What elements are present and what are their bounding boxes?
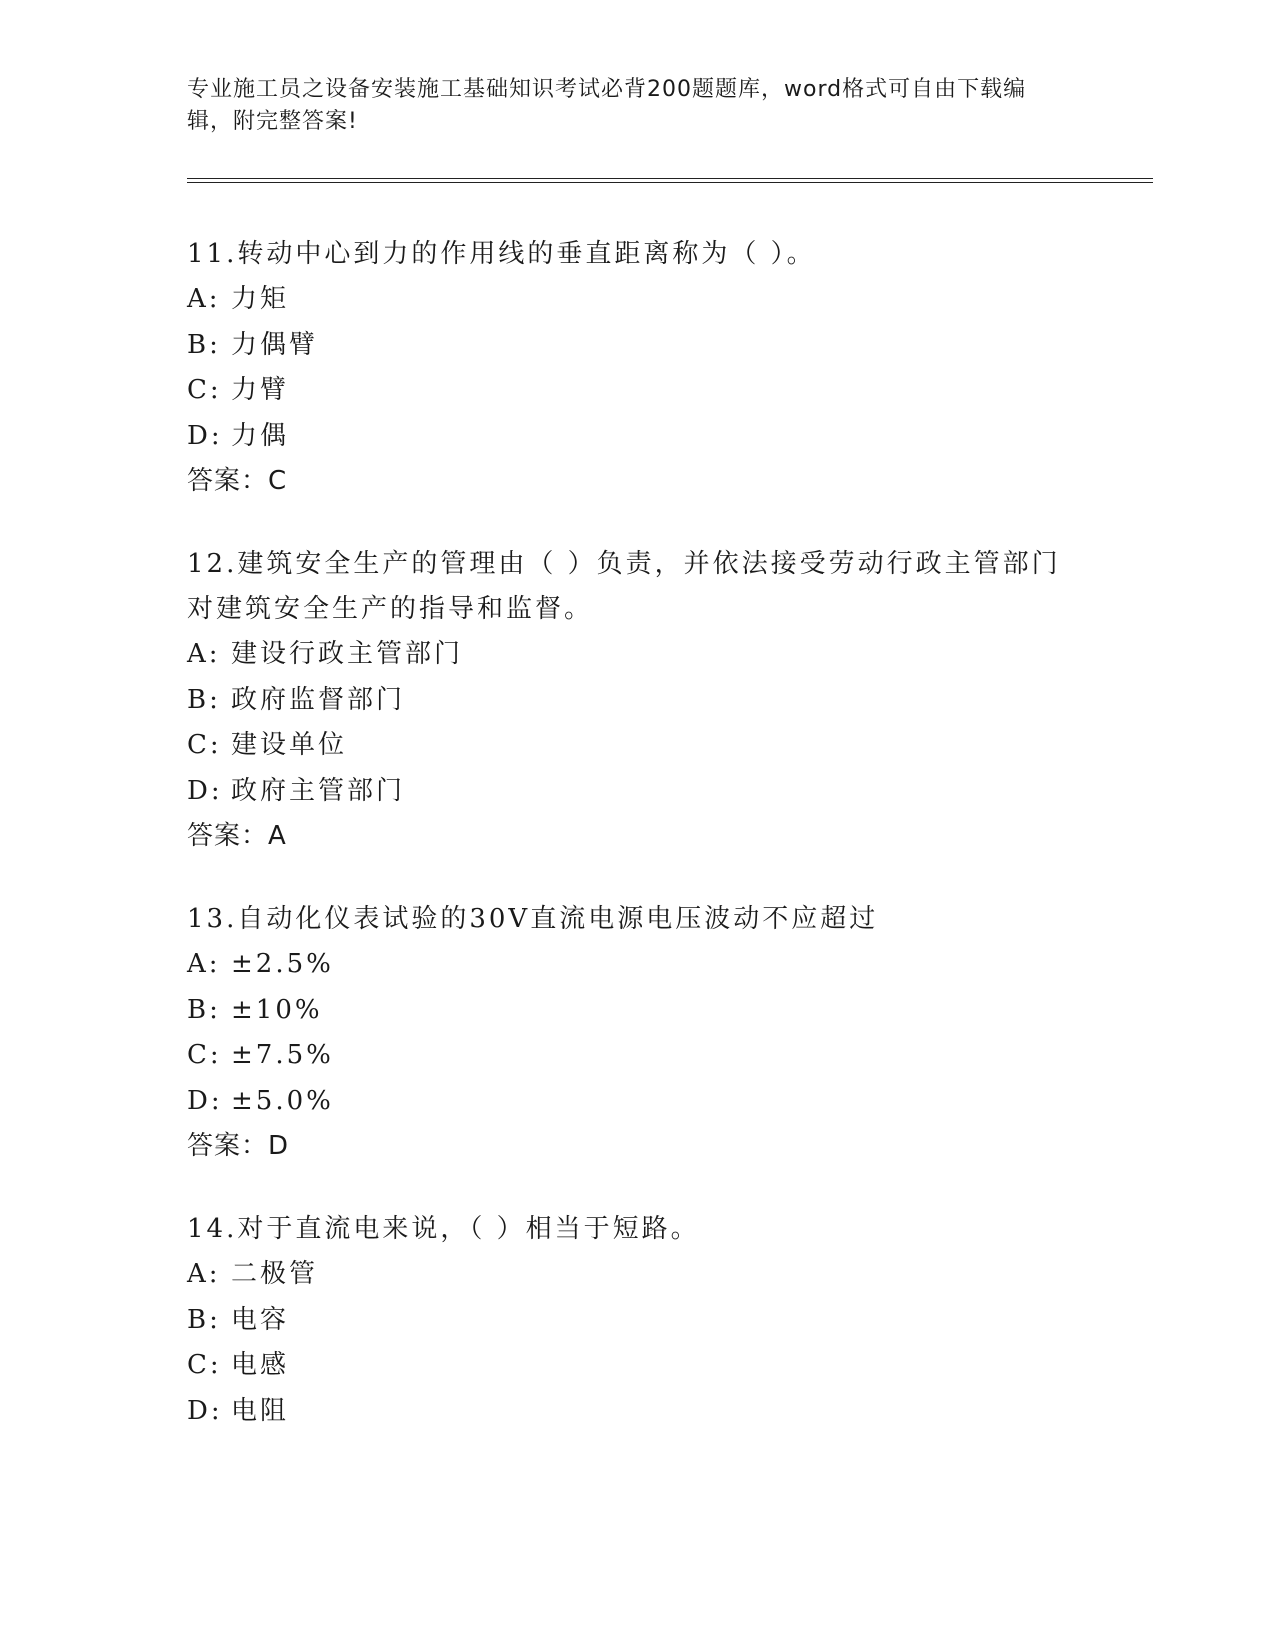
option-a bbox=[187, 632, 1067, 678]
option-text: 电阻 bbox=[231, 1395, 290, 1426]
question-stem: 11.转动中心到力的作用线的垂直距离称为（ ）。 bbox=[187, 239, 816, 269]
option-text: 建设单位 bbox=[231, 730, 348, 760]
answer-line: 答案：D bbox=[187, 1131, 290, 1161]
option-a bbox=[187, 942, 1067, 988]
option-letter: B: bbox=[187, 684, 221, 715]
option-text: ±5.0% bbox=[231, 1085, 334, 1116]
option-text: ±7.5% bbox=[231, 1040, 334, 1070]
option-letter: A: bbox=[187, 1259, 221, 1289]
option-letter: B: bbox=[187, 1304, 221, 1335]
header-rule-top bbox=[187, 178, 1153, 179]
option-d bbox=[187, 1079, 1067, 1125]
option-text: 电容 bbox=[231, 1304, 290, 1335]
option-text: 政府主管部门 bbox=[231, 775, 406, 806]
option-text: ±2.5% bbox=[231, 949, 334, 979]
document-title: 专业施工员之设备安装施工基础知识考试必背200题题库，word格式可自由下载编辑，附完整答案! bbox=[187, 77, 1027, 134]
option-letter: D: bbox=[187, 775, 223, 806]
question-list bbox=[187, 232, 1067, 1472]
question-stem: 12.建筑安全生产的管理由（ ）负责，并依法接受劳动行政主管部门对建筑安全生产的指导和监督。 bbox=[187, 549, 1061, 624]
option-letter: A: bbox=[187, 639, 221, 669]
option-text: 力偶 bbox=[231, 420, 290, 451]
answer-line: 答案：C bbox=[187, 466, 288, 496]
question-11 bbox=[187, 232, 1067, 504]
option-text: 政府监督部门 bbox=[231, 684, 406, 715]
option-c bbox=[187, 1343, 1067, 1389]
option-letter: D: bbox=[187, 420, 223, 451]
option-b bbox=[187, 1298, 1067, 1344]
option-text: 二极管 bbox=[231, 1259, 319, 1289]
option-a bbox=[187, 277, 1067, 323]
option-d bbox=[187, 1389, 1067, 1435]
option-text: 力臂 bbox=[231, 375, 290, 405]
option-b bbox=[187, 988, 1067, 1034]
answer-line: 答案：A bbox=[187, 821, 287, 851]
option-text: 力矩 bbox=[231, 284, 290, 314]
option-letter: B: bbox=[187, 329, 221, 360]
option-a bbox=[187, 1252, 1067, 1298]
option-text: 电感 bbox=[231, 1350, 290, 1380]
option-d bbox=[187, 769, 1067, 815]
option-letter: B: bbox=[187, 994, 221, 1025]
option-c bbox=[187, 723, 1067, 769]
option-text: ±10% bbox=[231, 994, 323, 1025]
option-b bbox=[187, 323, 1067, 369]
option-letter: C: bbox=[187, 1040, 222, 1070]
question-stem: 13.自动化仪表试验的30V直流电源电压波动不应超过 bbox=[187, 904, 879, 934]
document-header bbox=[187, 74, 1067, 138]
question-13 bbox=[187, 897, 1067, 1169]
option-c bbox=[187, 368, 1067, 414]
header-rule-bottom bbox=[187, 182, 1153, 183]
question-stem: 14.对于直流电来说，（ ）相当于短路。 bbox=[187, 1214, 700, 1244]
question-12 bbox=[187, 542, 1067, 859]
option-text: 力偶臂 bbox=[231, 329, 319, 360]
option-c bbox=[187, 1033, 1067, 1079]
option-letter: C: bbox=[187, 1350, 222, 1380]
option-d bbox=[187, 414, 1067, 460]
option-letter: C: bbox=[187, 375, 222, 405]
option-text: 建设行政主管部门 bbox=[231, 639, 464, 669]
option-letter: A: bbox=[187, 284, 221, 314]
question-14 bbox=[187, 1207, 1067, 1434]
option-letter: D: bbox=[187, 1085, 223, 1116]
option-b bbox=[187, 678, 1067, 724]
option-letter: D: bbox=[187, 1395, 223, 1426]
option-letter: C: bbox=[187, 730, 222, 760]
option-letter: A: bbox=[187, 949, 221, 979]
